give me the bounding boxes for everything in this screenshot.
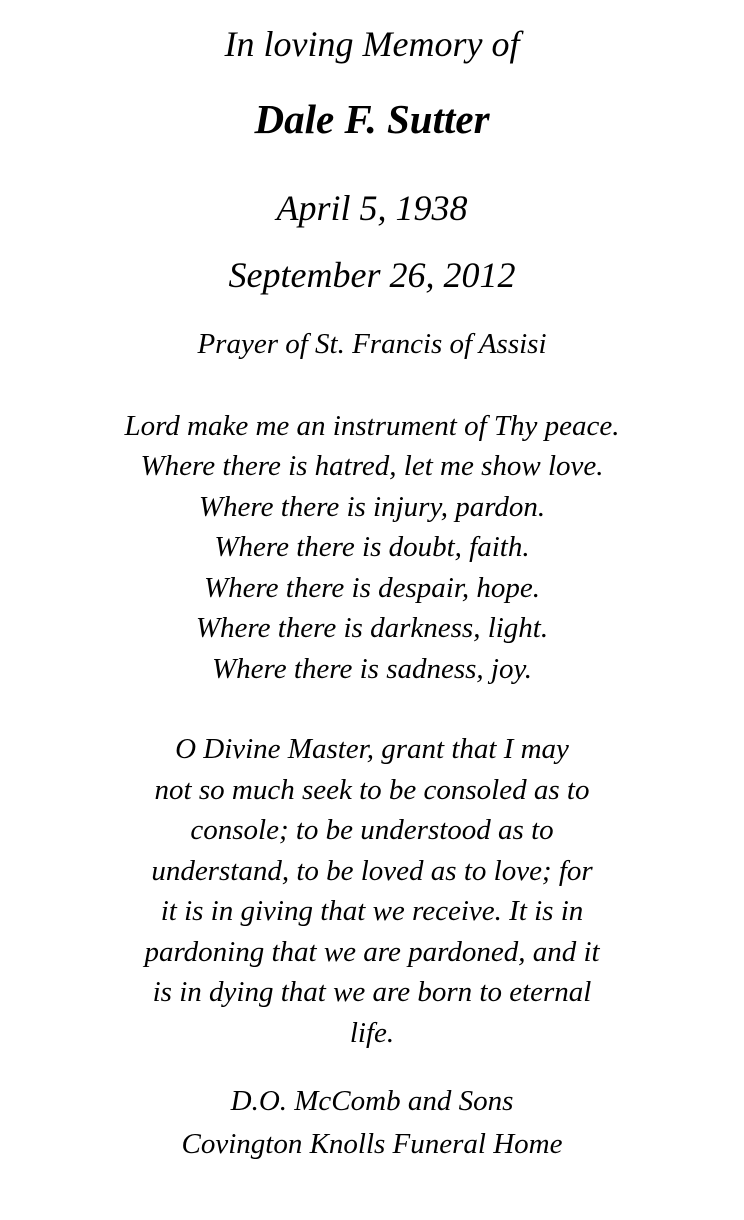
prayer-line: O Divine Master, grant that I may xyxy=(175,733,569,765)
funeral-home-location: Covington Knolls Funeral Home xyxy=(181,1128,563,1160)
deceased-name: Dale F. Sutter xyxy=(254,96,490,142)
prayer-line: life. xyxy=(349,1017,395,1049)
death-date: September 26, 2012 xyxy=(228,255,516,295)
prayer-line: Where there is injury, pardon. xyxy=(198,491,546,523)
birth-date: April 5, 1938 xyxy=(276,188,468,228)
memory-intro: In loving Memory of xyxy=(224,24,520,64)
prayer-line: Where there is doubt, faith. xyxy=(214,531,530,563)
prayer-line: Where there is darkness, light. xyxy=(195,612,549,644)
prayer-line: not so much seek to be consoled as to xyxy=(154,774,590,806)
prayer-line: it is in giving that we receive. It is in xyxy=(160,895,584,927)
prayer-title: Prayer of St. Francis of Assisi xyxy=(197,328,547,360)
prayer-line: console; to be understood as to xyxy=(190,814,554,846)
prayer-line: understand, to be loved as to love; for xyxy=(151,855,593,887)
prayer-line: is in dying that we are born to eternal xyxy=(152,976,592,1008)
prayer-line: pardoning that we are pardoned, and it xyxy=(144,936,600,968)
prayer-line: Where there is sadness, joy. xyxy=(211,653,533,685)
funeral-home-name: D.O. McComb and Sons xyxy=(230,1085,514,1117)
prayer-line: Where there is hatred, let me show love. xyxy=(140,450,604,482)
prayer-line: Where there is despair, hope. xyxy=(203,572,541,604)
prayer-line: Lord make me an instrument of Thy peace. xyxy=(124,410,620,442)
